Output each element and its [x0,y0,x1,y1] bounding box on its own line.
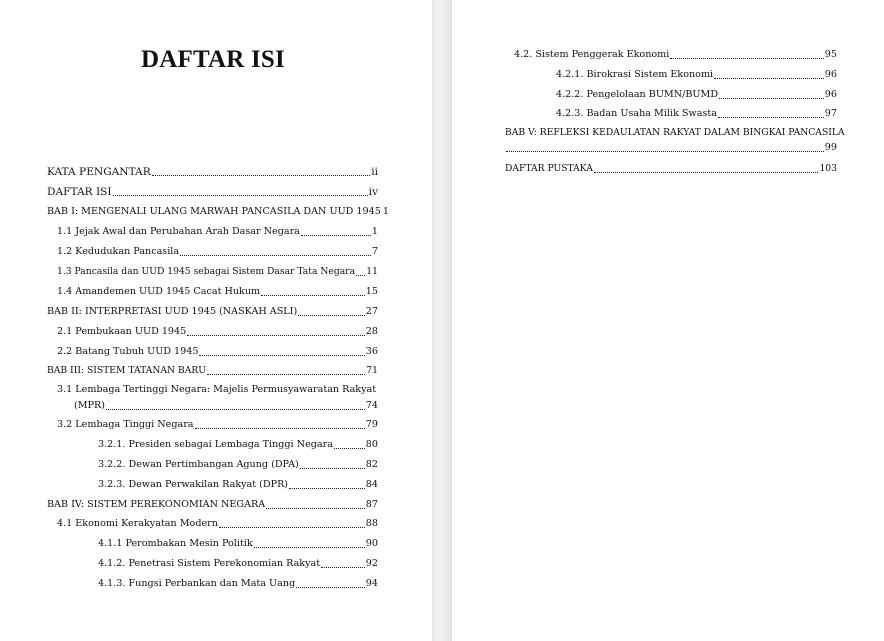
toc-label: BAB III: SISTEM TATANAN BARU [47,365,207,376]
toc-leader [298,315,365,316]
toc-label: 4.2.3. Badan Usaha Milik Swasta [556,108,717,119]
toc-page-number: 15 [365,286,378,297]
toc-entry-bab-1[interactable] [47,206,389,218]
toc-label: 4.2.1. Birokrasi Sistem Ekonomi [556,69,714,80]
toc-entry-4-2-2[interactable] [556,89,837,101]
toc-leader [718,117,824,118]
toc-entry-3-2-1[interactable] [98,439,378,451]
toc-page-number: 97 [824,108,837,119]
toc-page-number: 82 [365,459,378,470]
toc-leader [506,151,824,152]
toc-leader [300,468,365,469]
toc-page-number: 11 [366,266,378,277]
toc-leader [321,567,365,568]
toc-label: 4.1.3. Fungsi Perbankan dan Mata Uang [98,578,296,589]
toc-page-number: 99 [824,142,837,153]
toc-page-number: 88 [365,518,378,529]
toc-page-number: 28 [365,326,378,337]
toc-page-number: 36 [365,346,378,357]
toc-entry-bab-4[interactable] [47,499,378,511]
toc-page-number: 79 [365,419,378,430]
toc-leader [301,235,371,236]
toc-page-number: 84 [365,479,378,490]
toc-page-number: 92 [365,558,378,569]
toc-entry-3-1[interactable] [74,400,378,412]
toc-leader [261,295,365,296]
toc-label: 4.2. Sistem Penggerak Ekonomi [514,49,670,60]
toc-leader [207,374,365,375]
toc-leader [296,587,365,588]
toc-page-number: 103 [819,163,837,174]
toc-entry-4-1-3[interactable] [98,578,378,590]
toc-page-number: 95 [824,49,837,60]
toc-label: 1.3 Pancasila dan UUD 1945 sebagai Sistem Dasar Tata Negara [57,266,356,277]
toc-entry-4-2-1[interactable] [556,69,837,81]
toc-leader [289,488,365,489]
toc-entry-2-1[interactable] [57,326,378,338]
toc-page-number: 27 [365,306,378,317]
toc-entry-bab-5[interactable] [505,142,837,154]
toc-leader [670,58,823,59]
toc-page-number: 96 [824,69,837,80]
toc-label: (MPR) [74,400,105,411]
toc-entry-2-2[interactable] [57,346,378,358]
toc-label: BAB I: MENGENALI ULANG MARWAH PANCASILA DAN UUD 1945 [47,206,381,217]
toc-label: DAFTAR ISI [47,186,112,198]
toc-entry-3-2[interactable] [57,419,378,431]
toc-page-number: 1 [371,226,378,237]
toc-page-number: 90 [365,538,378,549]
toc-leader [594,172,819,173]
toc-entry-1-3[interactable] [57,266,378,278]
toc-label: DAFTAR PUSTAKA [505,163,593,174]
toc-entry-4-2[interactable] [514,49,837,61]
toc-page-number: 7 [371,246,378,257]
toc-leader [187,335,365,336]
toc-entry-1-4[interactable] [57,286,378,298]
toc-leader [356,275,365,276]
toc-leader [152,175,371,176]
document-page-left [0,0,432,641]
toc-entry-daftar-pustaka[interactable] [505,163,837,175]
toc-label: 2.1 Pembukaan UUD 1945 [57,326,187,337]
toc-entry-1-2[interactable] [57,246,378,258]
toc-leader [195,428,365,429]
toc-entry-daftar-isi[interactable] [47,186,378,198]
toc-leader [180,255,371,256]
toc-leader [113,195,368,196]
toc-page-number: 96 [824,89,837,100]
toc-label: 4.1.2. Penetrasi Sistem Perekonomian Rakyat [98,558,321,569]
toc-entry-bab-5-first-line[interactable]: BAB V: REFLEKSI KEDAULATAN RAKYAT DALAM BINGKAI PANCASILA [505,127,845,138]
toc-page-number: 74 [365,400,378,411]
toc-leader [719,98,824,99]
toc-leader [334,448,365,449]
toc-leader [266,508,365,509]
toc-label: 4.1.1 Perombakan Mesin Politik [98,538,253,549]
toc-page-number: 94 [365,578,378,589]
page-gap [432,0,452,641]
toc-label: 3.2.3. Dewan Perwakilan Rakyat (DPR) [98,479,289,490]
toc-page-number: ii [371,166,378,178]
toc-leader [254,547,365,548]
toc-label: 3.2 Lembaga Tinggi Negara [57,419,194,430]
toc-page-number: 87 [365,499,378,510]
toc-label: 3.2.1. Presiden sebagai Lembaga Tinggi Negara [98,439,333,450]
toc-entry-3-1-first-line[interactable]: 3.1 Lembaga Tertinggi Negara: Majelis Permusyawaratan Rakyat [57,384,377,395]
toc-page-number: 1 [382,206,389,217]
toc-page-number: 80 [365,439,378,450]
toc-page-number: iv [368,186,378,198]
toc-label: 1.2 Kedudukan Pancasila [57,246,180,257]
toc-leader [199,355,364,356]
toc-entry-4-1-2[interactable] [98,558,378,570]
toc-entry-1-1[interactable] [57,226,378,238]
toc-label: 1.1 Jejak Awal dan Perubahan Arah Dasar Negara [57,226,300,237]
toc-leader [106,409,365,410]
toc-entry-4-2-3[interactable] [556,108,837,120]
toc-entry-bab-3[interactable] [47,365,378,377]
page-title: DAFTAR ISI [141,46,285,73]
toc-entry-3-2-3[interactable] [98,479,378,491]
toc-label: 2.2 Batang Tubuh UUD 1945 [57,346,199,357]
toc-leader [714,78,824,79]
toc-entry-4-1-1[interactable] [98,538,378,550]
toc-entry-kata-pengantar[interactable] [47,166,378,178]
toc-entry-bab-2[interactable] [47,306,378,318]
toc-label: KATA PENGANTAR [47,166,151,178]
toc-entry-3-2-2[interactable] [98,459,378,471]
toc-leader [219,527,365,528]
toc-label: 3.2.2. Dewan Pertimbangan Agung (DPA) [98,459,299,470]
toc-label: 4.1 Ekonomi Kerakyatan Modern [57,518,218,529]
toc-label: BAB II: INTERPRETASI UUD 1945 (NASKAH ASLI) [47,306,298,317]
toc-label: 1.4 Amandemen UUD 1945 Cacat Hukum [57,286,261,297]
toc-label: 4.2.2. Pengelolaan BUMN/BUMD [556,89,719,100]
toc-label: BAB IV: SISTEM PEREKONOMIAN NEGARA [47,499,266,510]
document-page-right [452,0,884,641]
toc-page-number: 71 [366,365,378,376]
toc-entry-4-1[interactable] [57,518,378,530]
